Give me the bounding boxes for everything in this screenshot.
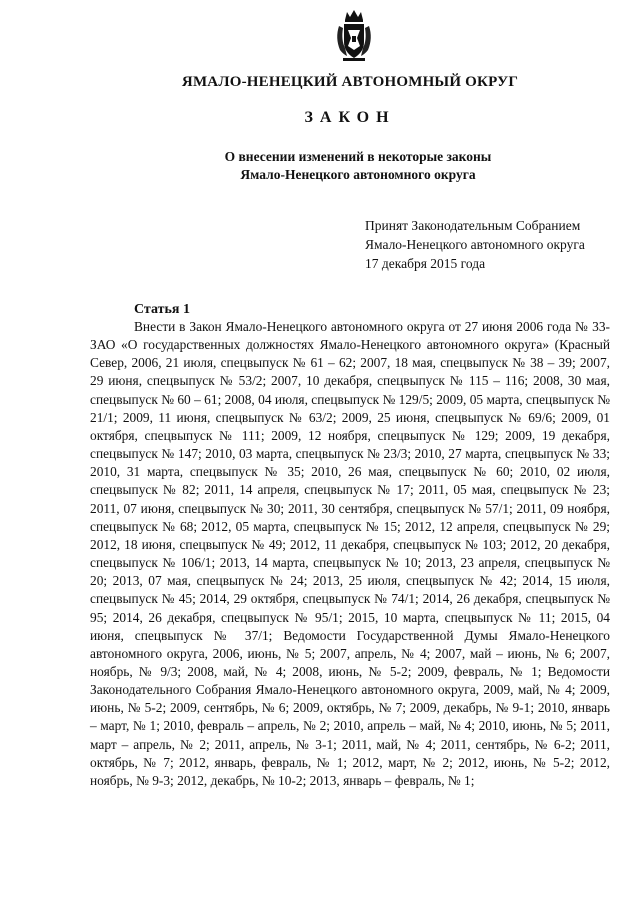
adoption-line-2: Ямало-Ненецкого автономного округа bbox=[365, 237, 585, 252]
adoption-line-1: Принят Законодательным Собранием bbox=[365, 218, 581, 233]
article-heading: Статья 1 bbox=[134, 302, 190, 317]
law-subject-line-2: Ямало-Ненецкого автономного округа bbox=[240, 167, 476, 182]
region-title: ЯМАЛО-НЕНЕЦКИЙ АВТОНОМНЫЙ ОКРУГ bbox=[181, 74, 519, 90]
coat-of-arms-icon bbox=[331, 8, 377, 64]
law-subject-line-1: О внесении изменений в некоторые законы bbox=[224, 149, 492, 164]
law-title: ЗАКОН bbox=[304, 109, 396, 126]
adoption-note bbox=[365, 216, 635, 273]
article-body: Внести в Закон Ямало-Ненецкого автономного округа от 27 июня 2006 года № 33-ЗАО «О государственных должностях Ямало-Ненецкого автономного округа» (Красный Север, 2006, 21 июля, спецвыпуск № 61 – 62; 2007, 18 мая, спецвыпуск № 38 – 39; 2007, 29 июня, спецвыпуск № 53/2; 2007, 10 декабря, спецвыпуск № 115 – 116; 2008, 30 мая, спецвыпуск № 60 – 61; 2008, 04 июля, спецвыпуск № 129/5; 2009, 05 марта, спецвыпуск № 21/1; 2009, 11 июня, спецвыпуск № 63/2; 2009, 25 июня, спецвыпуск № 69/6; 2009, 01 октября, спецвыпуск № 111; 2009, 12 ноября, спецвыпуск № 129; 2009, 19 декабря, спецвыпуск № 147; 2010, 03 марта, спецвыпуск № 23/3; 2010, 27 марта, спецвыпуск № 33; 2010, 31 марта, спецвыпуск № 35; 2010, 26 мая, спецвыпуск № 60; 2010, 02 июля, спецвыпуск № 82; 2011, 14 апреля, спецвыпуск № 17; 2011, 05 мая, спецвыпуск № 23; 2011, 07 июня, спецвыпуск № 30; 2011, 30 сентября, спецвыпуск № 57/1; 2011, 09 ноября, спецвыпуск № 68; 2012, 05 марта, спецвыпуск № 15; 2012, 12 апреля, спецвыпуск № 29; 2012, 18 июня, спецвыпуск № 49; 2012, 11 декабря, спецвыпуск № 103; 2012, 20 декабря, спецвыпуск № 106/1; 2013, 14 марта, спецвыпуск № 10; 2013, 23 апреля, спецвыпуск № 20; 2013, 07 мая, спецвыпуск № 24; 2013, 25 июля, спецвыпуск № 42; 2014, 15 июля, спецвыпуск № 45; 2014, 29 октября, спецвыпуск № 74/1; 2014, 26 декабря, спецвыпуск № 95; 2014, 26 декабря, спецвыпуск № 95/1; 2015, 10 марта, спецвыпуск № 11; 2015, 04 июня, спецвыпуск № 37/1; Ведомости Государственной Думы Ямало-Ненецкого автономного округа, 2006, июнь, № 5; 2007, апрель, № 4; 2007, май – июнь, № 6; 2007, ноябрь, № 9/3; 2008, май, № 4; 2008, июнь, № 5-2; 2009, февраль, № 1; Ведомости Законодательного Собрания Ямало-Ненецкого автономного округа, 2009, май, № 4; 2009, июнь, № 5-2; 2009, сентябрь, № 6; 2009, октябрь, № 7; 2009, декабрь, № 9-1; 2010, январь – март, № 1; 2010, февраль – апрель, № 2; 2010, апрель – май, № 4; 2010, июнь, № 5; 2011, март – апрель, № 2; 2011, апрель, № 3-1; 2011, май, № 4; 2011, сентябрь, № 6-2; 2011, октябрь, № 7; 2012, январь, февраль, № 1; 2012, март, № 2; 2012, июнь, № 5-2; 2012, ноябрь, № 9-3; 2012, декабрь, № 10-2; 2013, январь – февраль, № 1; bbox=[90, 319, 610, 788]
law-subject bbox=[0, 148, 640, 184]
adoption-date: 17 декабря 2015 года bbox=[365, 256, 486, 271]
